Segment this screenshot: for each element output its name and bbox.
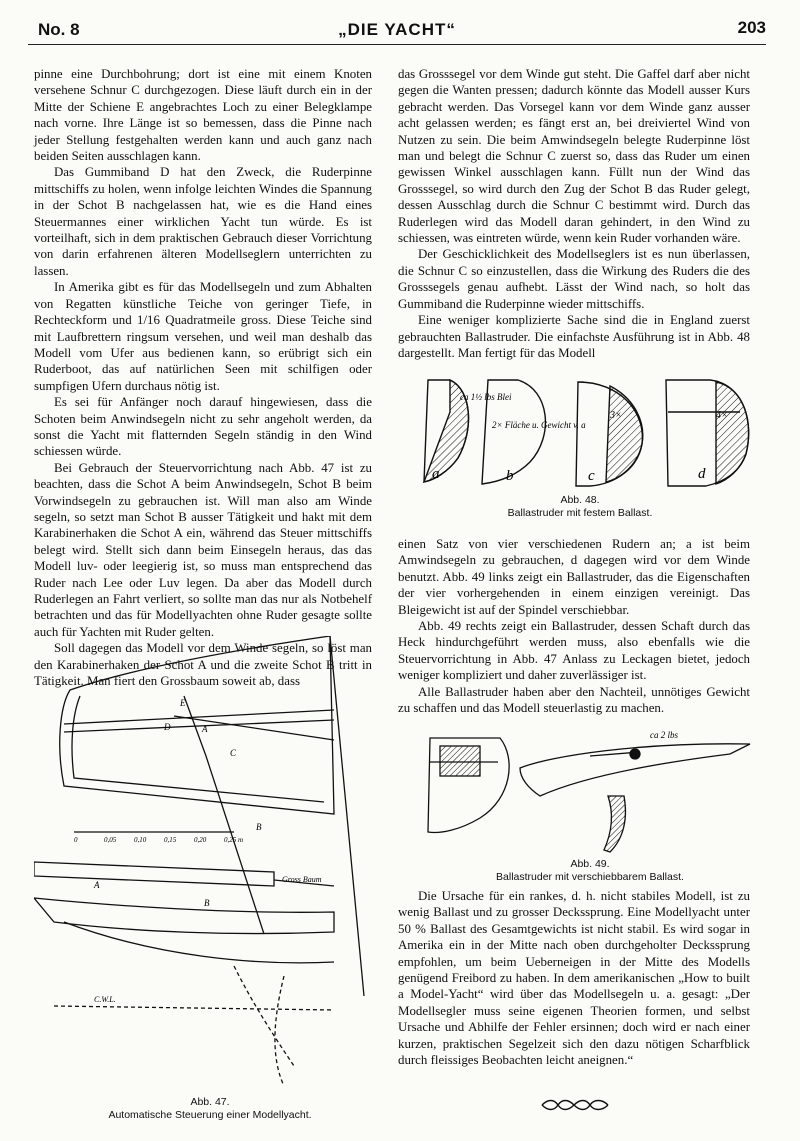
ballast-rudder-right (604, 796, 625, 852)
label-c: C (230, 748, 237, 758)
paragraph: Die Ursache für ein rankes, d. h. nicht stabiles Modell, ist zu wenig Ballast und zu grosser Deckssprung. Eine Modellyacht unter 50 % Ballast des Gesamtgewichts ist nicht stabil. Es wird sogar in Amerika ein in der Mitte nach oben durchgeholter Deckssprung empfohlen, um beim Ueberneigen in der Mitte des Modells genügend Freibord zu haben. In dem amerikanischen „How to built a Model-Yacht“ wird über das Modellsegeln u. a. gesagt: „Der Modellsegler muss seine eigenen Theorien formen, und selbst Ursache und Abhilfe der Fehler ersinnen; doch wird er nach einer kurzen, praktischen Segelzeit sich den dazu nötigen Scharfblick durch fleissiges Beobachten leicht aneignen.“ (398, 889, 750, 1068)
paragraph: In Amerika gibt es für das Modellsegeln und zum Abhalten von Regatten künstliche Teiche von geringer Tiefe, in Rechteckform und 1/16 Quadratmeile gross. Diese Teiche sind mit Laufbrettern ringsum versehen, und weil man deshalb das Modell vom Ufer aus bedienen kann, so erübrigt sich ein Ruderboot, das auf natürlichen Seen mit schilfigen oder sumpfigen Ufern durchaus nötig ist. (34, 280, 372, 393)
figure-49-title: Ballastruder mit verschiebbarem Ballast. (496, 871, 684, 883)
figure-48-title: Ballastruder mit festem Ballast. (507, 507, 653, 519)
figure-48-number: Abb. 48. (560, 494, 600, 506)
label-a: A (202, 724, 208, 734)
figure-47-title: Automatische Steuerung einer Modellyacht. (108, 1109, 312, 1121)
figure-47-caption (70, 1096, 350, 1122)
figure-49-number: Abb. 49. (570, 858, 610, 870)
journal-title: „DIE YACHT“ (338, 20, 456, 39)
end-ornament (540, 1098, 610, 1112)
figure-48-caption (420, 494, 740, 520)
paragraph: Bei Gebrauch der Steuervorrichtung nach Abb. 47 ist zu beachten, dass die Schot A beim Anwindsegeln, Schot B beim Vorwindsegeln zu gebrauchen ist. Will man also am Winde segeln, so setzt man Schot B ausser Tätigkeit und hakt mit dem Karabinerhaken die Schot A ein, während das Steuer mittschiffs belegt wird. Stellt sich dann beim Einsegeln heraus, das das Modell luv- oder leegierig ist, so muss man entsprechend das Ruder nach Lee oder Luv legen. Da aber das Modell durch Ruderlegen an Fahrt verliert, so sollte man das nur als Notbehelf betrachten und das für Modellyachten ohne Ruder gesagte sollte auch für Yachten mit Ruder gelten. (34, 460, 372, 639)
rudder-letter-d: d (698, 466, 706, 482)
paragraph: Eine weniger komplizierte Sache sind die in England zuerst gebrauchten Ballastruder. Die einfachste Ausführung ist in Abb. 48 dargestellt. Man fertigt für das Modell (398, 313, 750, 360)
scale-tick: 0,25 m (224, 836, 244, 844)
deck-plan-outline (60, 636, 334, 814)
figure-49-caption (440, 858, 740, 884)
rudder-letter-b: b (506, 468, 514, 484)
rudder-letter-a: a (432, 466, 440, 482)
note-4x: 4× (716, 410, 728, 421)
paragraph: Das Gummiband D hat den Zweck, die Ruderpinne mittschiffs zu holen, wenn infolge leichten Windes die Spannung in der Schot B nachgelassen hat, wie es die Hand eines Steuermannes einer wirklichen Yacht tun würde. Es ist vorteilhaft, sich in dem praktischen Gebrauch dieser Vorrichtung von darin erfahrenen älteren Modellseglern unterrichten zu lassen. (34, 165, 372, 278)
figure-49 (400, 718, 760, 858)
scale-tick: 0,05 (104, 836, 117, 844)
paragraph: Soll dagegen das Modell vor dem Winde segeln, so löst man den Karabinerhaken der Schot A und die zweite Schot B tritt in Tätigkeit. Man fiert den Grossbaum soweit ab, dass (34, 641, 372, 689)
label-d: D (164, 722, 171, 732)
right-column-middle (398, 536, 750, 716)
scale-tick: 0,20 (194, 836, 207, 844)
note-weight: ca 2 lbs (650, 730, 678, 740)
label-e: E (180, 698, 186, 708)
figure-47 (34, 636, 382, 1096)
right-column-bottom (398, 888, 750, 1068)
paragraph: einen Satz von vier verschiedenen Rudern an; a ist beim Amwindsegeln zu gebrauchen, d dagegen wird vor dem Winde benutzt. Abb. 49 links zeigt ein Ballastruder, das die Eigenschaften der vier vorhergehenden in einem einzigen vereinigt. Das Bleigewicht ist auf der Spindel verschiebbar. (398, 537, 750, 617)
paragraph: Der Geschicklichkeit des Modellseglers ist es nun überlassen, die Schnur C so einzustellen, dass die Wirkung des Ruders die des Grosssegels genau aufhebt. Lässt der Wind nach, so holt das Gummiband die Ruderpinne wieder mittschiffs. (398, 247, 750, 311)
scale-tick: 0,10 (134, 836, 147, 844)
page-header (28, 14, 766, 45)
paragraph: Es sei für Anfänger noch darauf hingewiesen, dass die Schoten beim Anwindsegeln nicht zu sehr angeholt werden, da sonst die Yacht mit flatternden Segeln ständig in den Wind schiessen würde. (34, 395, 372, 459)
label-cwl: C.W.L. (94, 995, 116, 1004)
scale-tick: 0,15 (164, 836, 177, 844)
rudder-d-ballast (716, 382, 749, 484)
rudder-letter-c: c (588, 468, 595, 484)
issue-number: No. 8 (38, 20, 80, 39)
figure-47-number: Abb. 47. (190, 1096, 230, 1108)
note-flaeche: 2× Fläche u. Gewicht v. a (492, 420, 586, 430)
paragraph: pinne eine Durchbohrung; dort ist eine mit einem Knoten versehene Schnur C durchgezogen. Diese läuft durch ein in der Mitte der Schiene E angebrachtes Loch zu einer Belegklampe nach vorne. Ihre Länge ist so bemessen, dass die Pinne nach jeder Stellung festgehalten werden kann und auch ganz nach beiden Seiten ausschlagen kann. (34, 67, 372, 164)
label-b: B (256, 822, 262, 832)
left-column (34, 66, 372, 689)
rudder-c-ballast (606, 386, 643, 482)
figure-48 (410, 372, 760, 490)
right-column-top (398, 66, 750, 361)
label-a-boom: A (94, 880, 100, 890)
label-gross-baum: Gross Baum (282, 875, 322, 884)
paragraph: das Grosssegel vor dem Winde gut steht. Die Gaffel darf aber nicht gegen die Wanten pressen; dadurch könnte das Modell ausser Kurs gebracht werden. Das Vorsegel kann vor dem Winde ganz ausser acht gelassen werden; es fängt erst an, bei dreiviertel Wind von Nutzen zu sein. Die beim Amwindsegeln belegte Ruderpinne löst man und belegt die Schnur C zuerst so, dass das Ruder um einen gewissen Winkel ausschlagen kann. Füllt nun der Wind das Grosssegel, so wird durch den Zug der Schot B das Ruder gelegt, dessen Ausschlag durch die Schnur C bestimmt wird. Durch das Ruderlegen wird das Modell daran gehindert, in den Wind zu schiessen, was eintreten würde, wenn kein Ruder vorhanden wäre. (398, 67, 750, 246)
paragraph: Abb. 49 rechts zeigt ein Ballastruder, dessen Schaft durch das Heck hindurchgeführt werden muss, also ebenfalls wie die Steuervorrichtung in Abb. 47 Anlass zu Leckagen bietet, jedoch weniger kompliziert und daher zuverlässiger ist. (398, 619, 750, 683)
page-number: 203 (737, 18, 766, 37)
label-b-boom: B (204, 898, 210, 908)
scale-tick: 0 (74, 836, 78, 844)
hull-side-outline (34, 898, 334, 934)
paragraph: Alle Ballastruder haben aber den Nachteil, unnötiges Gewicht zu schaffen und das Modell steuerlastig zu machen. (398, 684, 750, 716)
note-blei: ca 1½ lbs Blei (460, 392, 512, 402)
note-3x: 3× (610, 410, 622, 421)
